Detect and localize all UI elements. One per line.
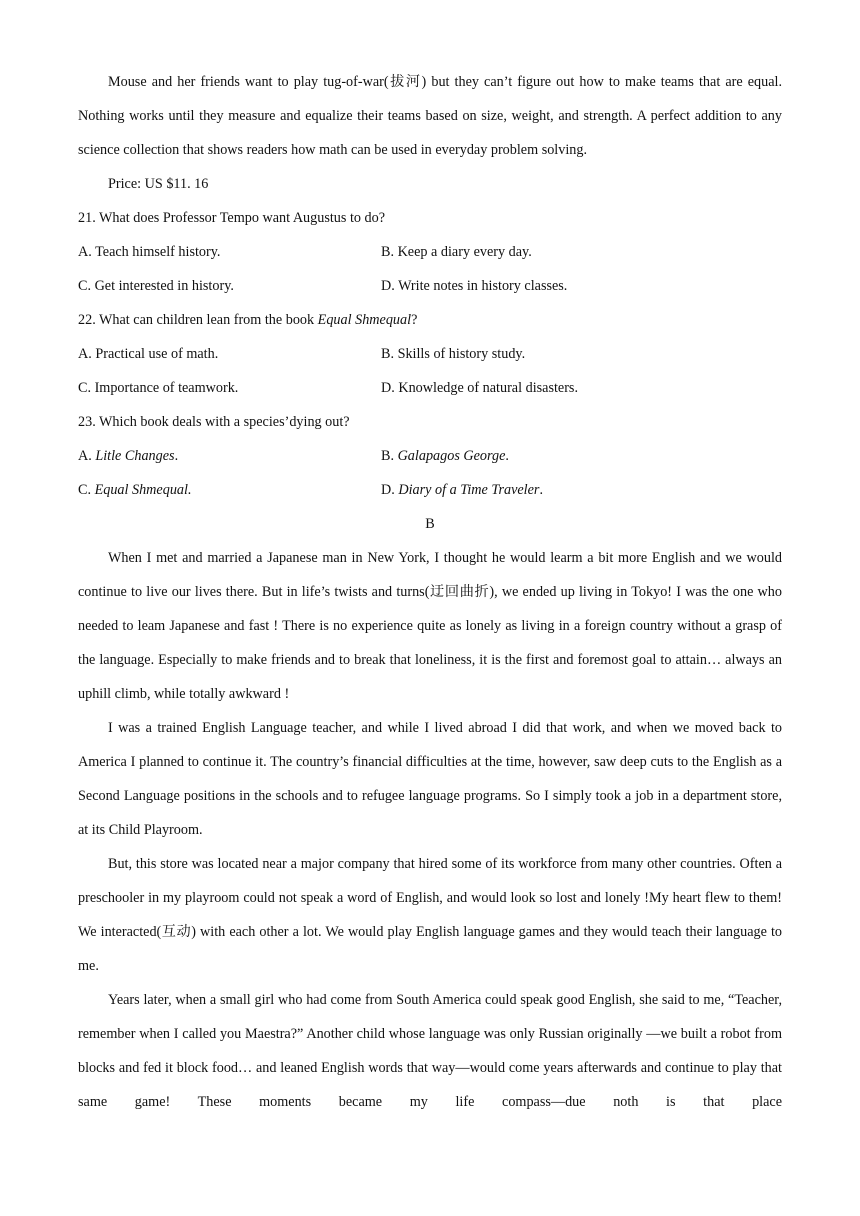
section-b-paragraph-3: But, this store was located near a major company that hired some of its workforce from many other countries. Often a preschooler in my playroom could not speak a word of English, and would look so lost and lonely !My heart flew to them! We interacted(互动) with each other a lot. We would play English language games and they would teach their language to me. bbox=[78, 856, 782, 974]
book-title-italic: Equal Shmequal bbox=[317, 312, 412, 328]
option-22-d[interactable]: D. Knowledge of natural disasters. bbox=[381, 380, 579, 396]
option-21-c[interactable]: C. Get interested in history. bbox=[78, 278, 234, 294]
option-23-c[interactable]: C. Equal Shmequal. bbox=[78, 482, 192, 498]
option-23-d[interactable]: D. Diary of a Time Traveler. bbox=[381, 482, 543, 498]
question-23-options bbox=[78, 439, 782, 507]
option-21-d[interactable]: D. Write notes in history classes. bbox=[381, 278, 568, 294]
section-b-paragraph-4: Years later, when a small girl who had come from South America could speak good English, she said to me, “Teacher, remember when I called you Maestra?” Another child whose language was only Russian originally —we built a robot from blocks and fed it block food… and leaned English words that way—would come years afterwards and continue to play that same game! These moments became my life compass—due noth is that place bbox=[78, 992, 782, 1110]
option-22-c[interactable]: C. Importance of teamwork. bbox=[78, 380, 239, 396]
question-21-options bbox=[78, 235, 782, 303]
option-21-b[interactable]: B. Keep a diary every day. bbox=[381, 244, 532, 260]
option-23-a[interactable]: A. Litle Changes. bbox=[78, 448, 179, 464]
option-22-a[interactable]: A. Practical use of math. bbox=[78, 346, 219, 362]
option-23-b[interactable]: B. Galapagos George. bbox=[381, 448, 509, 464]
book-price: Price: US $11. 16 bbox=[108, 176, 209, 192]
section-b-paragraph-2: I was a trained English Language teacher, and while I lived abroad I did that work, and when we moved back to America I planned to continue it. The country’s financial difficulties at the time, however, saw deep cuts to the English as a Second Language positions in the schools and to refugee language programs. So I simply took a job in a department store, at its Child Playroom. bbox=[78, 720, 782, 838]
question-23-stem: 23. Which book deals with a species’dying out? bbox=[78, 414, 350, 430]
question-22-options bbox=[78, 337, 782, 405]
option-21-a[interactable]: A. Teach himself history. bbox=[78, 244, 221, 260]
question-22-stem: 22. What can children lean from the book Equal Shmequal? bbox=[78, 312, 418, 328]
option-22-b[interactable]: B. Skills of history study. bbox=[381, 346, 526, 362]
section-b-heading: B bbox=[425, 516, 435, 532]
section-b-paragraph-1: When I met and married a Japanese man in New York, I thought he would learm a bit more English and we would continue to live our lives there. But in life’s twists and turns(迂回曲折), we ended up living in Tokyo! I was the one who needed to leam Japanese and fast ! There is no experience quite as lonely as living in a foreign country without a grasp of the language. Especially to make friends and to break that loneliness, it is the first and foremost goal to attain… always an uphill climb, while totally awkward ! bbox=[78, 550, 782, 702]
passage-a-paragraph: Mouse and her friends want to play tug-of-war(拔河) but they can’t figure out how to make teams that are equal. Nothing works until they measure and equalize their teams based on size, weight, and strength. A perfect addition to any science collection that shows readers how math can be used in everyday problem solving. bbox=[78, 74, 782, 158]
question-21-stem: 21. What does Professor Tempo want Augustus to do? bbox=[78, 210, 386, 226]
